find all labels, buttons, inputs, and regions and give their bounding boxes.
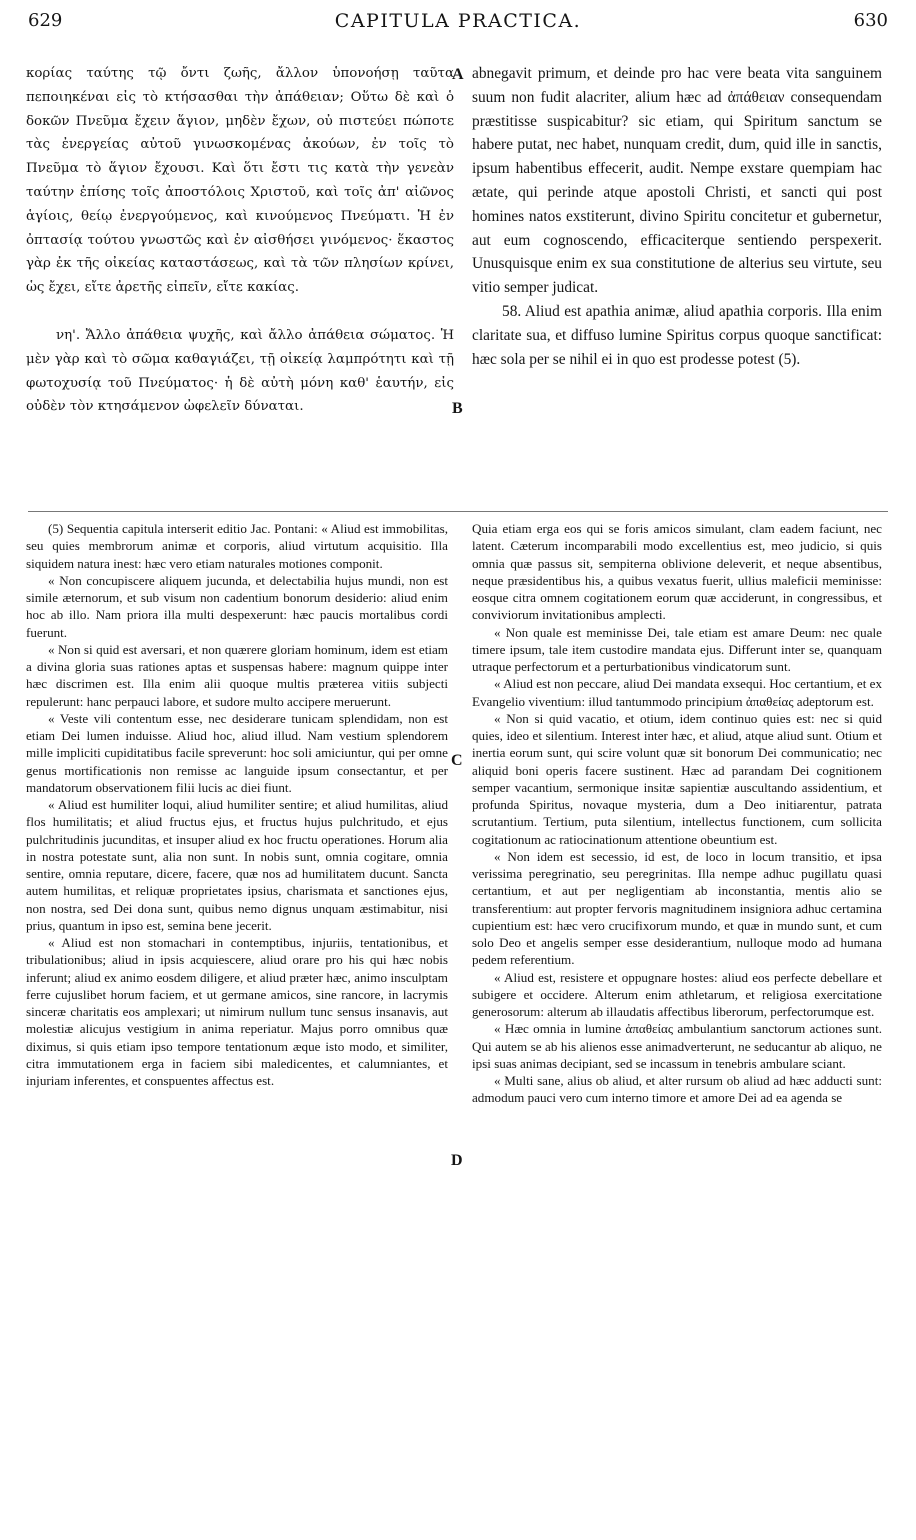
margin-marker-a: A xyxy=(452,66,464,83)
footnote-paragraph: « Aliud est non peccare, aliud Dei mandata exsequi. Hoc certantium, et ex Evangelio viventium: illud tantummodo principium ἀπαθείας adeptorum est. xyxy=(472,676,882,709)
running-header xyxy=(28,8,888,34)
page-number-right: 630 xyxy=(853,10,888,31)
footnote-paragraph: « Veste vili contentum esse, nec desiderare tunicam splendidam, non est etiam Dei lumen induisse. Aliud hoc, aliud illud. Nam vestium splendorem mille impliciti cupiditatibus facile spreverunt: hoc soli amiciuntur, qui per omne genus mortificationis non remisse ac languide ipsum consectantur, et per mandatorum observationem filii lucis ac diei fiunt. xyxy=(26,710,448,795)
margin-marker-d: D xyxy=(451,1152,463,1169)
footnote-paragraph: « Aliud est non stomachari in contemptibus, injuriis, tentationibus, et tribulationibus; aliud in ipsis acquiescere, aliud orare pro his qui hæc nobis inferunt; aliud ex animo eosdem diligere, et aliud præter hæc, animo insculptam ferre cujuslibet horum faciem, et ut germane amicos, sine rancore, in lacrymis sinceræ charitatis eos amplexari; ut nimirum nullum tunc sensus insanavis, aut molestiæ alicujus vestigium in anima reperiatur. Majus porro omnibus quæ diximus, si quis etiam ipso tempore tentationum æque isto modo, et similiter, citra immutationem erga in faciem sibi maledicentes, et calumniantes, et injuriam inferentes, et conspuentes affectus est. xyxy=(26,935,448,1088)
footnote-paragraph: « Non quale est meminisse Dei, tale etiam est amare Deum: nec quale timere ipsum, tale item custodire mandata ejus. Differunt inter se, quanquam utraque perfectorum et a perturbationibus vindicatorum sunt. xyxy=(472,624,882,674)
footnote-right-column xyxy=(472,520,882,1532)
footnote-paragraph: « Hæc omnia in lumine ἀπαθείας ambulantium sanctorum actiones sunt. Qui autem se ab his alienos esse animadverterunt, ne seducantur ab aliquo, ne ipsi suas animas decipiant, sed se incassum in tenebris ambulare sciant. xyxy=(472,1021,882,1071)
footnote-paragraph: Quia etiam erga eos qui se foris amicos simulant, clam eadem faciunt, nec latent. Cæterum incomparabili modo excellentius est, meo judicio, si quis omnia quæ passus sit, sempiterna oblivione deleverit, et neque absentibus, neque præsidentibus his, a quibus vexatus fuerit, ullius maleficii meminisse: eosque citra omnem cogitationem eorum quæ acciderunt, in congressibus, et conviviorum invitationibus amplecti. xyxy=(472,521,882,623)
footnote-paragraph: « Non concupiscere aliquem jucunda, et delectabilia hujus mundi, non est simile æternorum, et sub visum non cadentium bonorum desiderio: aliud enim hoc ab illo. Nam priora illa multi despexerunt: hæc paucis mortalibus cordi fuerunt. xyxy=(26,572,448,640)
footnote-left-column xyxy=(26,520,448,1532)
footnote-paragraph: (5) Sequentia capitula interserit editio Jac. Pontani: « Aliud est immobilitas, seu quies membrorum animæ et corporis, aliud virtutum acquisitio. Illa siquidem natura inest: hæc vero etiam naturales motiones componit. xyxy=(26,521,448,571)
footnote-rule xyxy=(28,511,888,512)
margin-marker-c: C xyxy=(451,752,463,769)
greek-column xyxy=(26,62,454,502)
margin-marker-b: B xyxy=(452,400,463,417)
paragraph-gap xyxy=(26,300,454,324)
greek-paragraph: κορίας ταύτης τῷ ὄντι ζωῆς, ἄλλον ὑπονοήσῃ ταῦτα πεποιηκέναι εἰς τὸ κτήσασθαι τὴν ἀπάθειαν; Οὕτω δὲ καὶ ὁ δοκῶν Πνεῦμα ἔχειν ἅγιον, μηδὲν ἔχων, οὐ πιστεύει πώποτε τὰς ἐνεργείας αὐτοῦ γινωσκομένας ἀκούων, ἐν τοῖς τὸ Πνεῦμα τὸ ἅγιον ἔχουσι. Καὶ ὅτι ἔστι τις κατὰ τὴν γενεὰν ταύτην ἐπίσης τοῖς ἀποστόλοις Χριστοῦ, καὶ τοῖς ἀπ' αἰῶνος ἁγίοις, θείῳ ἐνεργούμενος, καὶ κινούμενος Πνεύματι. Ἡ ἐν ὀπτασίᾳ τούτου γνωστῶς καὶ ἐν αἰσθήσει γινόμενος· ἕκαστος γὰρ ἐκ τῆς οἰκείας καταστάσεως, καὶ τὰ τῶν πλησίων κρίνει, ὡς ἔχει, εἴτε ἀρετῆς εἰπεῖν, εἴτε κακίας. xyxy=(26,66,454,296)
greek-paragraph-58: νη'. Ἄλλο ἀπάθεια ψυχῆς, καὶ ἄλλο ἀπάθεια σώματος. Ἡ μὲν γὰρ καὶ τὸ σῶμα καθαγιάζει, τῇ οἰκείᾳ λαμπρότητι καὶ τῇ φωτοχυσίᾳ τοῦ Πνεύματος· ἡ δὲ αὐτὴ μόνη καθ' ἑαυτήν, εἰς οὐδὲν τὸν κτησάμενον ὠφελεῖν δύναται. xyxy=(26,327,454,415)
latin-paragraph-58: 58. Aliud est apathia animæ, aliud apathia corporis. Illa enim claritate sua, et diffuso lumine Spiritus corpus quoque sanctificat: hæc sola per se nihil ei in quo est prodesse potest (5). xyxy=(472,302,882,368)
footnote-paragraph: « Multi sane, alius ob aliud, et alter rursum ob aliud ad hæc adducti sunt: admodum pauci vero cum interno timore et amore Dei ad ea agenda se xyxy=(472,1073,882,1106)
running-title: CAPITULA PRACTICA. xyxy=(334,10,582,32)
latin-column xyxy=(472,62,882,502)
footnote-paragraph: « Non si quid est aversari, et non quærere gloriam hominum, idem est etiam a divina gloria suas rationes aptas et suspensas habere: magnum quippe inter hæc discrimen est. Illa enim alii quoque multis præterea vitiis subjecti repulerunt: hanc perpauci labore, et sudore multo accipere meruerunt. xyxy=(26,641,448,709)
footnote-paragraph: « Aliud est humiliter loqui, aliud humiliter sentire; et aliud humilitas, aliud flos humilitatis; et aliud fructus ejus, et fructus hujus pulchritudo, et ejus pulchritudinis jucunditas, et insuper aliud ex hoc fructu operationes. Horum alia in nostra potestate sunt, alia non sunt. In nobis sunt, omnia cogitare, omnia sentire, omnia reputare, dicere, facere, quæ nos ad humilitatem ducunt. Sancta autem humilitas, et reliquæ proprietates ipsius, charismata et sanctiones ejus, non nostra, sed Dei dona sunt, quibus nemo dignus unquam æstimabitur, nisi prius, quantum in ipso est, semina bene jecerit. xyxy=(26,797,448,933)
latin-paragraph: abnegavit primum, et deinde pro hac vere beata vita sanguinem suum non fudit alacriter, alium hæc ad ἀπάθειαν consequendam præstitisse suspicabitur? sic etiam, qui Spiritum sanctum se habere putat, nec habet, nunquam credit, dum, quid ille in sanctis, ipsum habentibus effecerit, audit. Nempe exstare quempiam hac ætate, qui perinde atque apostoli Christi, et sancti qui post homines natos exstiterunt, divino Spiritu concitetur et gubernetur, aut eum cognoscendo, efficaciterque sentiendo perspexerit. Unusquisque enim ex sua constitutione de alterius seu virtute, seu vitio semper judicat. xyxy=(472,65,882,297)
footnote-paragraph: « Aliud est, resistere et oppugnare hostes: aliud eos perfecte debellare et subigere et occidere. Alterum enim athletarum, et religiosa exercitatione generosorum: alterum ab illaudatis affectibus liberorum, perfectorumque est. xyxy=(472,969,882,1019)
footnote-paragraph: « Non si quid vacatio, et otium, idem continuo quies est: nec si quid quies, ideo et silentium. Interest inter hæc, et aliud, atque aliud sunt. Otium et inertia eorum sunt, qui scire volunt quæ sit bonorum Dei communicatio; nec aliquid boni operis facere sustinent. Hæc ad parandam Dei cognitionem semper vacantium, sermonique insitæ sapientiæ auscultando assidentium, et profunda Spiritus, novaque mysteria, dum a Deo initiarentur, patrata scrutantium. Tertium, puta silentium, intellectus functionem, cum sollicita cogitationum ac ratiocinationum attentione obeuntium est. xyxy=(472,710,882,847)
footnote-paragraph: « Non idem est secessio, id est, de loco in locum transitio, et ipsa verissima peregrinatio, seu peregrinitas. Illa nempe adhuc pugillatu quasi certantium, et aut per negligentiam ab inconstantia, mentis alio se transferentium: aut propter fervoris magnitudinem insigniora adhuc certamina cupientium est: hæc vero crucifixorum mundo, et quæ in mundo sunt, et cum solo Deo et angelis semper esse desiderantium, nulloque modo ad humana pedem referentium. xyxy=(472,848,882,968)
page-number-left: 629 xyxy=(28,10,63,31)
